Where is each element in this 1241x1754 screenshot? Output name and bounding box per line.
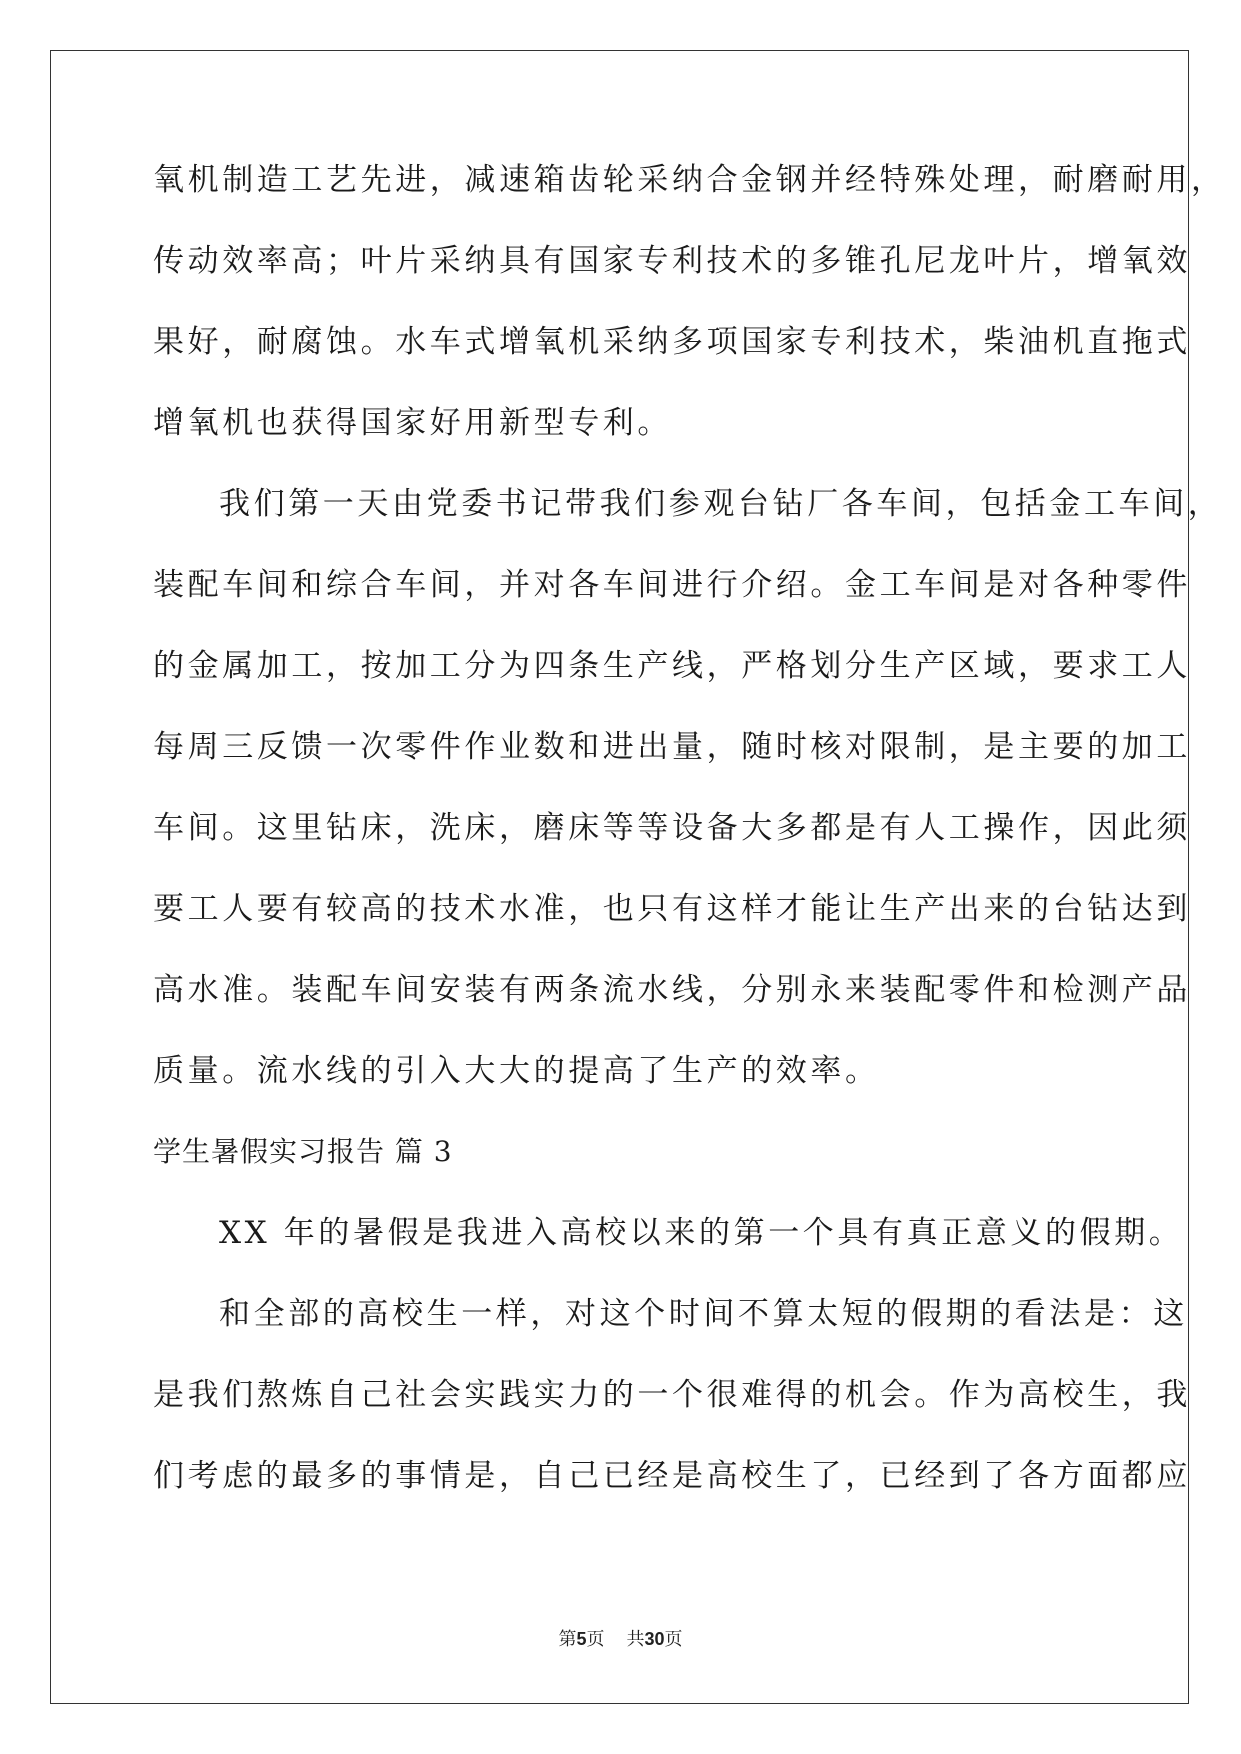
page-number: 5: [576, 1629, 587, 1649]
text-line: 要工人要有较高的技术水准，也只有这样才能让生产出来的台钻达到: [153, 891, 1191, 927]
paragraph-start-line: XX 年的暑假是我进入高校以来的第一个具有真正意义的假期。: [219, 1215, 1184, 1251]
text-line: 的金属加工，按加工分为四条生产线，严格划分生产区域，要求工人: [153, 648, 1191, 684]
text-line: 每周三反馈一次零件作业数和进出量，随时核对限制，是主要的加工: [153, 729, 1191, 765]
document-body: [153, 160, 1226, 1537]
text-line: 装配车间和综合车间，并对各车间进行介绍。金工车间是对各种零件: [153, 567, 1191, 603]
paragraph-start-line: 我们第一天由党委书记带我们参观台钻厂各车间，包括金工车间，: [219, 486, 1223, 522]
text-line: 质量。流水线的引入大大的提高了生产的效率。: [153, 1053, 880, 1089]
text-line: 果好，耐腐蚀。水车式增氧机采纳多项国家专利技术，柴油机直拖式: [153, 324, 1191, 360]
text-line: 传动效率高；叶片采纳具有国家专利技术的多锥孔尼龙叶片，增氧效: [153, 243, 1191, 279]
page-suffix: 页: [586, 1629, 605, 1650]
total-pages: 30: [644, 1629, 665, 1649]
paragraph-start-line: 和全部的高校生一样，对这个时间不算太短的假期的看法是：这: [219, 1296, 1188, 1332]
text-line: 是我们熬炼自己社会实践实力的一个很难得的机会。作为高校生，我: [153, 1377, 1191, 1413]
section-heading: 学生暑假实习报告 篇 3: [153, 1135, 453, 1168]
page-footer: [0, 1627, 1241, 1652]
text-line: 高水准。装配车间安装有两条流水线，分别永来装配零件和检测产品: [153, 972, 1191, 1008]
text-line: 增氧机也获得国家好用新型专利。: [153, 405, 672, 441]
page-prefix: 第: [558, 1629, 577, 1650]
text-line: 们考虑的最多的事情是，自己已经是高校生了，已经到了各方面都应: [153, 1458, 1191, 1494]
text-line: 车间。这里钻床，洗床，磨床等等设备大多都是有人工操作，因此须: [153, 810, 1191, 846]
total-suffix: 页: [664, 1629, 683, 1650]
text-line: 氧机制造工艺先进，减速箱齿轮采纳合金钢并经特殊处理，耐磨耐用，: [153, 162, 1226, 198]
total-prefix: 共: [626, 1629, 645, 1650]
